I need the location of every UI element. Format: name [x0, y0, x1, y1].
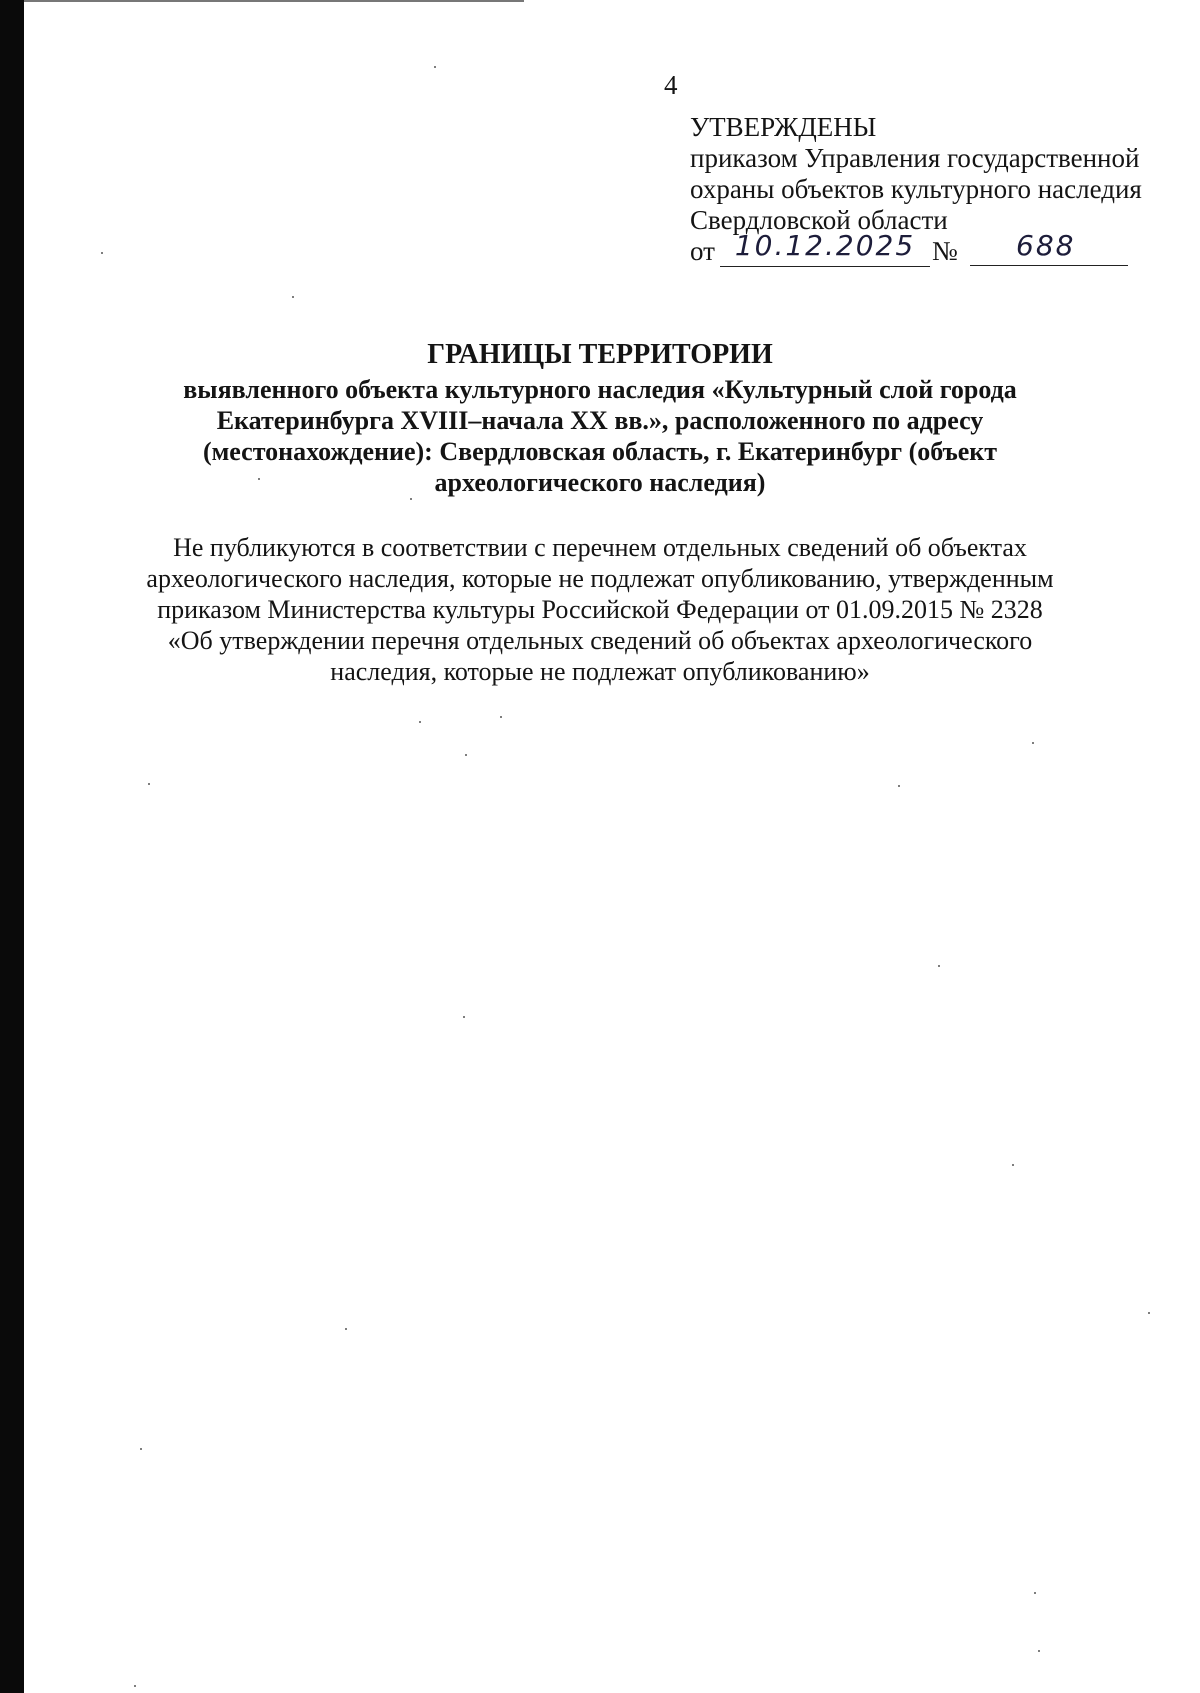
title-subtitle-line: (местонахождение): Свердловская область, г. Екатеринбург (объект — [202, 437, 998, 466]
scan-speck — [258, 478, 260, 480]
scan-speck — [434, 66, 436, 68]
approval-block — [690, 112, 1190, 270]
scan-speck — [465, 754, 467, 756]
scan-speck — [1012, 1164, 1014, 1166]
approval-line-2: охраны объектов культурного наследия — [690, 174, 1142, 204]
scan-speck — [140, 1448, 142, 1450]
approval-line-1: приказом Управления государственной — [690, 143, 1140, 173]
approval-line-3: Свердловской области — [690, 205, 948, 235]
title-heading: ГРАНИЦЫ ТЕРРИТОРИИ — [427, 339, 773, 370]
order-reference — [690, 229, 1190, 270]
scan-speck — [134, 1685, 136, 1687]
handwritten-number: 688 — [970, 230, 1128, 266]
body-line: Не публикуются в соответствии с перечнем отдельных сведений об объектах — [173, 533, 1027, 562]
scan-speck — [101, 252, 103, 254]
scan-speck — [1032, 742, 1034, 744]
page-number: 4 — [664, 70, 678, 100]
title-subtitle-line: археологического наследия) — [434, 468, 766, 497]
title-subtitle-line: выявленного объекта культурного наследия «Культурный слой города — [183, 375, 1017, 404]
scan-speck — [1148, 1312, 1150, 1314]
title-block — [150, 338, 1050, 498]
approval-heading: УТВЕРЖДЕНЫ — [690, 112, 877, 142]
scan-speck — [345, 1328, 347, 1330]
scan-speck — [898, 785, 900, 787]
title-subtitle — [150, 374, 1050, 498]
body-paragraph — [140, 532, 1060, 687]
scan-speck — [1034, 1592, 1036, 1594]
scan-speck — [410, 498, 412, 500]
scan-edge-left — [0, 0, 24, 1693]
body-line: приказом Министерства культуры Российской Федерации от 01.09.2015 № 2328 — [157, 595, 1043, 624]
scan-speck — [292, 296, 294, 298]
scan-speck — [148, 783, 150, 785]
scan-speck — [419, 721, 421, 723]
from-label: от — [690, 236, 715, 266]
scan-speck — [938, 965, 940, 967]
number-label: № — [932, 236, 958, 266]
body-line: «Об утверждении перечня отдельных сведений об объектах археологического — [167, 626, 1033, 655]
handwritten-date: 10.12.2025 — [720, 230, 930, 267]
body-line: наследия, которые не подлежат опубликованию» — [330, 657, 870, 686]
body-line: археологического наследия, которые не подлежат опубликованию, утвержденным — [146, 564, 1054, 593]
title-subtitle-line: Екатеринбурга XVIII–начала XX вв.», расположенного по адресу — [216, 406, 984, 435]
scan-edge-top — [24, 0, 524, 2]
scan-speck — [463, 1016, 465, 1018]
scan-speck — [500, 716, 502, 718]
scan-speck — [1038, 1650, 1040, 1652]
